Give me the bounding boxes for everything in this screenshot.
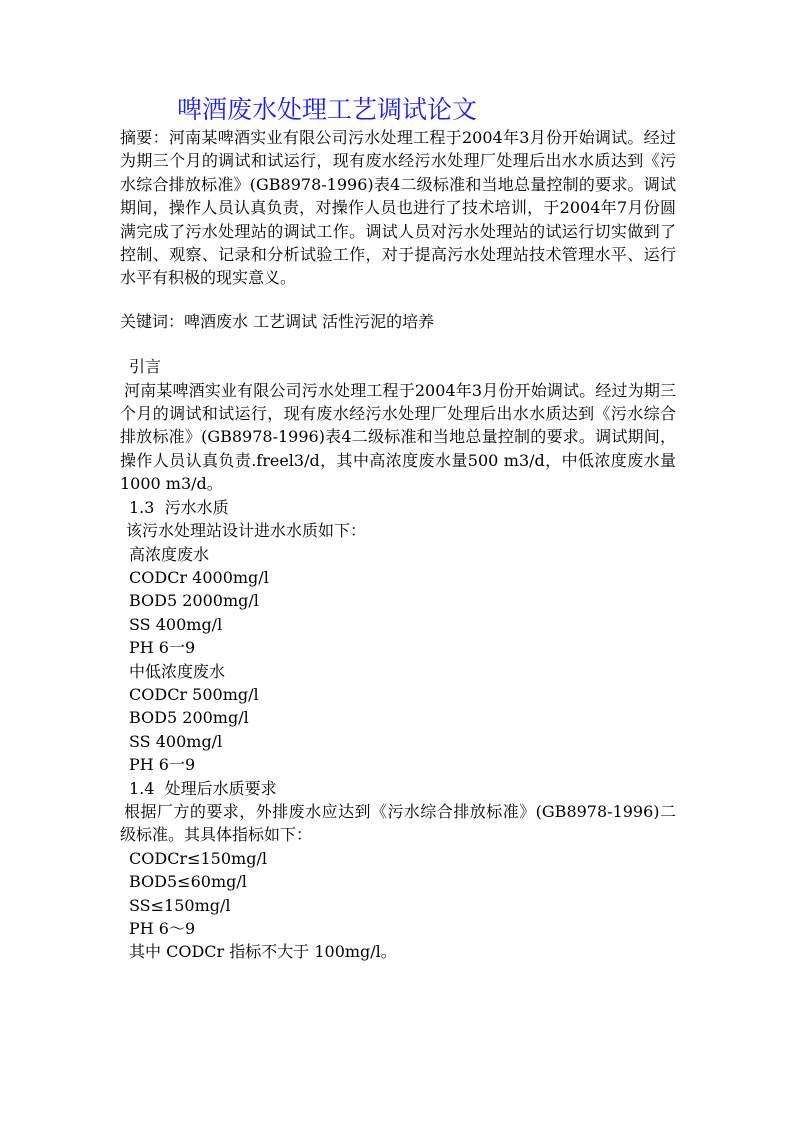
high-bod5-item: BOD5 2000mg/l: [129, 591, 259, 611]
document-title: 啤酒废水处理工艺调试论文: [177, 95, 478, 124]
low-ss-item: SS 400mg/l: [129, 731, 223, 751]
intro-paragraph: 河南某啤酒实业有限公司污水处理工程于2004年3月份开始调试。经过为期三个月的调试和试运行，现有废水经污水处理厂处理后出水水质达到《污水综合排放标准》(GB8978-1996)表4二级标准和当地总量控制的要求。调试期间，操作人员认真负责.freel3/d，其中高浓度废水量500 m3/d，中低浓度废水量1000 m3/d。: [120, 380, 676, 494]
section-1-3-heading: 1.3 污水水质: [129, 497, 229, 517]
limit-ss-item: SS≤150mg/l: [129, 895, 231, 915]
low-bod5-item: BOD5 200mg/l: [129, 708, 249, 728]
codcr-note: 其中 CODCr 指标不大于 100mg/l。: [129, 942, 397, 962]
section-1-4-heading: 1.4 处理后水质要求: [129, 778, 277, 798]
low-concentration-label: 中低浓度废水: [129, 661, 226, 681]
limit-codcr-item: CODCr≤150mg/l: [129, 848, 267, 868]
high-ph-item: PH 6一9: [129, 638, 196, 658]
intro-heading: 引言: [129, 357, 162, 377]
keywords-line: 关键词：啤酒废水 工艺调试 活性污泥的培养: [120, 311, 435, 331]
high-codcr-item: CODCr 4000mg/l: [129, 567, 269, 587]
low-codcr-item: CODCr 500mg/l: [129, 684, 259, 704]
limit-bod5-item: BOD5≤60mg/l: [129, 872, 247, 892]
low-ph-item: PH 6一9: [129, 755, 196, 775]
high-ss-item: SS 400mg/l: [129, 614, 223, 634]
section-1-4-lead: 根据厂方的要求，外排废水应达到《污水综合排放标准》(GB8978-1996)二级标准。其具体指标如下：: [120, 801, 676, 845]
high-concentration-label: 高浓度废水: [129, 544, 210, 564]
limit-ph-item: PH 6～9: [129, 919, 196, 938]
section-1-3-lead: 该污水处理站设计进水水质如下：: [126, 521, 367, 541]
abstract-paragraph: 摘要：河南某啤酒实业有限公司污水处理工程于2004年3月份开始调试。经过为期三个月的调试和试运行，现有废水经污水处理厂处理后出水水质达到《污水综合排放标准》(GB8978-1996)表4二级标准和当地总量控制的要求。调试期间，操作人员认真负责，对操作人员也进行了技术培训，于2004年7月份圆满完成了污水处理站的调试工作。调试人员对污水处理站的试运行切实做到了控制、观察、记录和分析试验工作，对于提高污水处理站技术管理水平、运行水平有积极的现实意义。: [120, 128, 676, 288]
document-page: [120, 94, 676, 964]
